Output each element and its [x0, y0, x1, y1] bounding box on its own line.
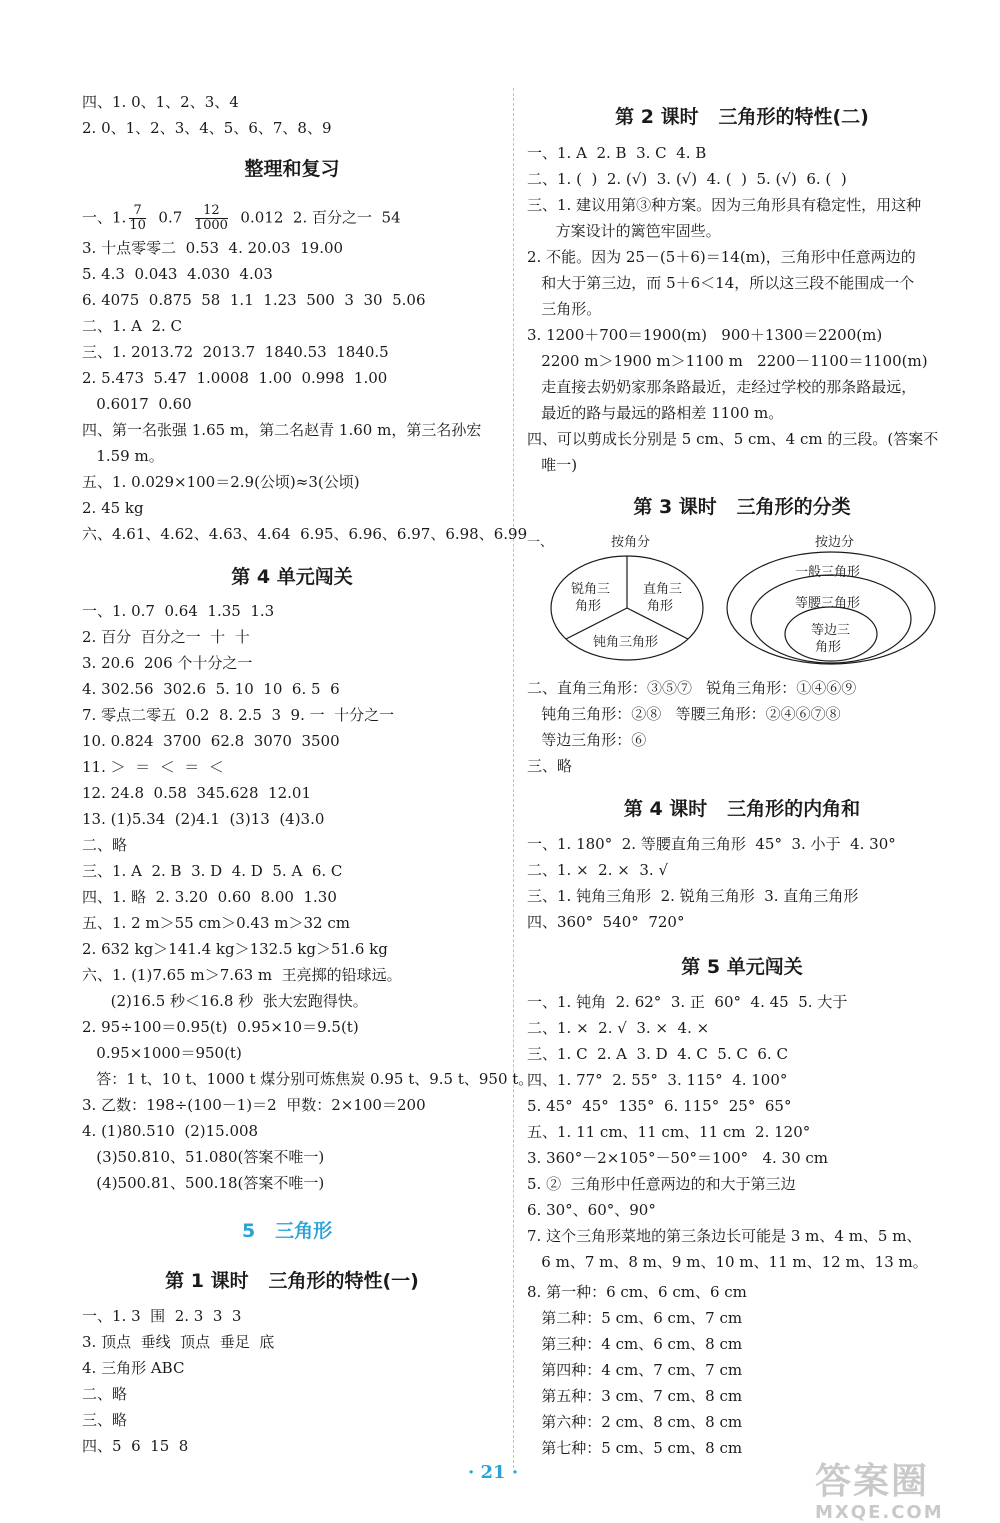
- column-divider: [513, 88, 514, 1468]
- answer-line: 5. ② 三角形中任意两边的和大于第三边: [527, 1175, 796, 1193]
- answer-line: 10. 0.824 3700 62.8 3070 3500: [82, 732, 340, 750]
- answer-line: 5. 4.3 0.043 4.030 4.03: [82, 265, 273, 283]
- answer-line: 2. 0、1、2、3、4、5、6、7、8、9: [82, 119, 332, 137]
- answer-line: 钝角三角形：②⑧ 等腰三角形：②④⑥⑦⑧: [527, 705, 841, 723]
- watermark-logo: [815, 1462, 975, 1523]
- answer-line: 2. 45 kg: [82, 499, 144, 517]
- answer-line: 2200 m＞1900 m＞1100 m 2200－1100＝1100(m): [527, 352, 928, 370]
- answer-line: 11. ＞ ＝ ＜ ＝ ＜: [82, 758, 224, 776]
- answer-line: 3. 1200＋700＝1900(m) 900＋1300＝2200(m): [527, 326, 883, 344]
- heading-unit5: 第 5 单元闯关: [681, 956, 803, 978]
- answer-line: 走直接去奶奶家那条路最近，走经过学校的那条路最远，: [527, 378, 917, 396]
- answer-line: 三、1. 钝角三角形 2. 锐角三角形 3. 直角三角形: [527, 887, 859, 905]
- answer-line: 唯一): [527, 456, 578, 474]
- answer-line: 二、1. A 2. C: [82, 317, 183, 335]
- answer-line: 五、1. 11 cm、11 cm、11 cm 2. 120°: [527, 1123, 811, 1141]
- answer-line: 4. (1)80.510 (2)15.008: [82, 1122, 259, 1140]
- answer-line: 四、360° 540° 720°: [527, 913, 685, 931]
- right-triangle-label: 直角三: [643, 582, 683, 597]
- heading-lesson1: 第 1 课时 三角形的特性(一): [165, 1270, 419, 1292]
- question-label: 一、: [527, 535, 554, 550]
- answer-line: (2)16.5 秒＜16.8 秒 张大宏跑得快。: [82, 992, 368, 1010]
- answer-line: (3)50.810、51.080(答案不唯一): [82, 1148, 325, 1166]
- answer-line: 2. 百分 百分之一 十 十: [82, 628, 250, 646]
- acute-triangle-label: 锐角三: [571, 582, 611, 597]
- answer-line: 5. 45° 45° 135° 6. 115° 25° 65°: [527, 1097, 792, 1115]
- answer-line: 2. 95÷100＝0.95(t) 0.95×10＝9.5(t): [82, 1018, 359, 1036]
- answer-line: 一、1. A 2. B 3. C 4. B: [527, 144, 707, 162]
- answer-line: 四、5 6 15 8: [82, 1437, 189, 1455]
- answer-line: 4. 302.56 302.6 5. 10 10 6. 5 6: [82, 680, 340, 698]
- answer-line: 方案设计的篱笆牢固些。: [527, 222, 721, 240]
- answer-line: 2. 5.473 5.47 1.0008 1.00 0.998 1.00: [82, 369, 388, 387]
- answer-line: 二、1. × 2. × 3. √: [527, 861, 669, 879]
- answer-line: 第四种：4 cm、7 cm、7 cm: [527, 1361, 743, 1379]
- answer-line: 一、1. 3 围 2. 3 3 3: [82, 1307, 242, 1325]
- heading-review: 整理和复习: [244, 158, 340, 180]
- general-triangle-label: 一般三角形: [795, 565, 861, 580]
- answer-line: 6. 4075 0.875 58 1.1 1.23 500 3 30 5.06: [82, 291, 426, 309]
- fraction: $\frac{7}{10}$: [129, 203, 146, 233]
- answer-line: 四、可以剪成长分别是 5 cm、5 cm、4 cm 的三段。(答案不: [527, 430, 939, 448]
- answer-line: 最近的路与最远的路相差 1100 m。: [527, 404, 784, 422]
- answer-line: 第六种：2 cm、8 cm、8 cm: [527, 1413, 743, 1431]
- heading-lesson2: 第 2 课时 三角形的特性(二): [615, 106, 869, 128]
- answer-line: 一、1. 0.7 0.64 1.35 1.3: [82, 602, 275, 620]
- answer-line: 3. 20.6 206 个十分之一: [82, 654, 253, 672]
- answer-line: 三、略: [527, 757, 573, 775]
- answer-line: 第二种：5 cm、6 cm、7 cm: [527, 1309, 743, 1327]
- answer-line: 和大于第三边，而 5＋6＜14，所以这三段不能围成一个: [527, 274, 915, 292]
- answer-line: 二、直角三角形：③⑤⑦ 锐角三角形：①④⑥⑨: [527, 679, 857, 697]
- answer-line: 第三种：4 cm、6 cm、8 cm: [527, 1335, 743, 1353]
- heading-unit4: 第 4 单元闯关: [231, 566, 353, 588]
- answer-line: 2. 不能。因为 25－(5＋6)＝14(m)，三角形中任意两边的: [527, 248, 916, 266]
- answer-line: 第五种：3 cm、7 cm、8 cm: [527, 1387, 743, 1405]
- answer-line: 4. 三角形 ABC: [82, 1359, 185, 1377]
- answer-line: 一、1. 180° 2. 等腰直角三角形 45° 3. 小于 4. 30°: [527, 835, 896, 853]
- answer-line: 8. 第一种：6 cm、6 cm、6 cm: [527, 1283, 747, 1301]
- answer-line: 0.95×1000＝950(t): [82, 1044, 242, 1062]
- isosceles-triangle-label: 等腰三角形: [795, 596, 861, 611]
- answer-line: 二、1. × 2. √ 3. × 4. ×: [527, 1019, 710, 1037]
- answer-line: 7. 这个三角形菜地的第三条边长可能是 3 m、4 m、5 m、: [527, 1227, 922, 1245]
- by-side-title: 按边分: [815, 535, 855, 550]
- answer-line: (4)500.81、500.18(答案不唯一): [82, 1174, 325, 1192]
- fraction: $\frac{12}{1000}$: [194, 203, 228, 233]
- answer-line: 六、1. (1)7.65 m＞7.63 m 王亮掷的铅球远。: [82, 966, 402, 984]
- answer-line: 二、1. ( ) 2. (√) 3. (√) 4. ( ) 5. (√) 6. ( ): [527, 170, 847, 188]
- page-number: · 21 ·: [468, 1462, 519, 1483]
- right-triangle-label: 角形: [647, 599, 674, 614]
- answer-line: 三、1. 2013.72 2013.7 1840.53 1840.5: [82, 343, 389, 361]
- watermark-text: 答案圈: [815, 1461, 930, 1502]
- answer-line: 等边三角形：⑥: [527, 731, 647, 749]
- answer-line: 6. 30°、60°、90°: [527, 1201, 656, 1219]
- answer-line: 3. 乙数：198÷(100－1)＝2 甲数：2×100＝200: [82, 1096, 426, 1114]
- answer-line: 7. 零点二零五 0.2 8. 2.5 3 9. 一 十分之一: [82, 706, 395, 724]
- answer-line: 3. 360°－2×105°－50°＝100° 4. 30 cm: [527, 1149, 829, 1167]
- answer-line: 第七种：5 cm、5 cm、8 cm: [527, 1439, 743, 1457]
- obtuse-triangle-label: 钝角三角形: [593, 635, 659, 650]
- heading-lesson3: 第 3 课时 三角形的分类: [633, 496, 851, 518]
- answer-line: 12. 24.8 0.58 345.628 12.01: [82, 784, 311, 802]
- answer-line: 四、1. 77° 2. 55° 3. 115° 4. 100°: [527, 1071, 788, 1089]
- answer-line: 四、1. 0、1、2、3、4: [82, 93, 239, 111]
- answer-line: 答：1 t、10 t、1000 t 煤分别可炼焦炭 0.95 t、9.5 t、950 t。: [82, 1070, 534, 1088]
- answer-line: 3. 顶点 垂线 顶点 垂足 底: [82, 1333, 275, 1351]
- answer-line: 四、第一名张强 1.65 m，第二名赵青 1.60 m，第三名孙宏: [82, 421, 482, 439]
- answer-line: 6 m、7 m、8 m、9 m、10 m、11 m、12 m、13 m。: [527, 1253, 928, 1271]
- answer-line: 0.6017 0.60: [82, 395, 192, 413]
- watermark-url: MXQE.COM: [815, 1502, 944, 1523]
- answer-line: 五、1. 2 m＞55 cm＞0.43 m＞32 cm: [82, 914, 350, 932]
- answer-line: 二、略: [82, 836, 128, 854]
- answer-line: 三角形。: [527, 300, 602, 318]
- triangle-classification-diagram: [527, 526, 957, 668]
- answer-line: 13. (1)5.34 (2)4.1 (3)13 (4)3.0: [82, 810, 325, 828]
- answer-line: 2. 632 kg＞141.4 kg＞132.5 kg＞51.6 kg: [82, 940, 388, 958]
- equilateral-triangle-label: 等边三: [811, 623, 851, 638]
- answer-line: 一、1. 钝角 2. 62° 3. 正 60° 4. 45 5. 大于: [527, 993, 848, 1011]
- acute-triangle-label: 角形: [575, 599, 602, 614]
- answer-line: 三、1. 建议用第③种方案。因为三角形具有稳定性，用这种: [527, 196, 922, 214]
- heading-lesson4: 第 4 课时 三角形的内角和: [623, 798, 861, 820]
- answer-line: 五、1. 0.029×100＝2.9(公顷)≈3(公顷): [82, 473, 360, 491]
- answer-line: 三、1. A 2. B 3. D 4. D 5. A 6. C: [82, 862, 343, 880]
- answer-line-with-fractions: 一、1. $\frac{7}{10}$ 0.7 $\frac{12}{1000}$ 0.012 2. 百分之一 54: [82, 203, 401, 233]
- equilateral-triangle-label: 角形: [815, 640, 842, 655]
- answer-line: 二、略: [82, 1385, 128, 1403]
- answer-line: 三、1. C 2. A 3. D 4. C 5. C 6. C: [527, 1045, 788, 1063]
- unit-title: 5 三角形: [242, 1220, 333, 1242]
- answer-line: 1.59 m。: [82, 447, 164, 465]
- answer-line: 六、4.61、4.62、4.63、4.64 6.95、6.96、6.97、6.98、6.99: [82, 525, 528, 543]
- answer-line: 四、1. 略 2. 3.20 0.60 8.00 1.30: [82, 888, 337, 906]
- by-angle-title: 按角分: [611, 535, 651, 550]
- answer-line: 三、略: [82, 1411, 128, 1429]
- answer-line: 3. 十点零零二 0.53 4. 20.03 19.00: [82, 239, 344, 257]
